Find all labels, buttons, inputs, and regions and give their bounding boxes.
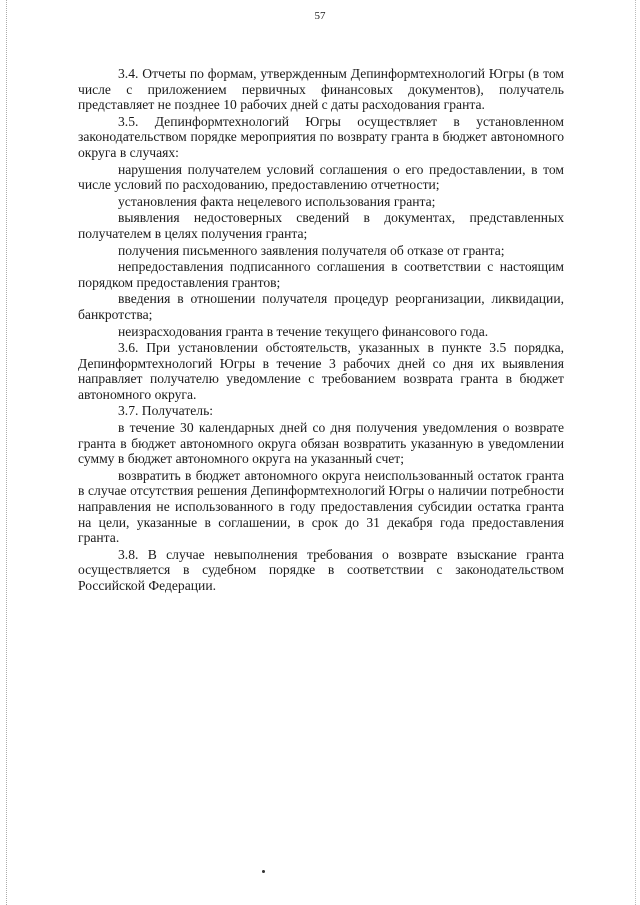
paragraph-3-6: 3.6. При установлении обстоятельств, указанных в пункте 3.5 порядка, Депинформтехнологий Югры в течение 3 рабочих дней со дня их выявления направляет получателю уведомление с требованием возврата гранта в бюджет автономного округа. — [78, 340, 564, 402]
list-item: в течение 30 календарных дней со дня получения уведомления о возврате гранта в бюджет автономного округа обязан возвратить указанную в уведомлении сумму в бюджет автономного округа на указанный счет; — [78, 420, 564, 467]
paragraph-3-7: 3.7. Получатель: — [118, 403, 214, 419]
page-edge-right — [635, 0, 636, 905]
list-item: нарушения получателем условий соглашения о его предоставлении, в том числе условий по расходованию, предоставлению отчетности; — [78, 161, 564, 193]
page-edge-left — [6, 0, 7, 905]
list-item: введения в отношении получателя процедур реорганизации, ликвидации, банкротства; — [78, 291, 564, 322]
list-item: получения письменного заявления получателя об отказе от гранта; — [118, 242, 505, 258]
paragraph-3-5: 3.5. Депинформтехнологий Югры осуществляет в установленном законодательством порядке мероприятия по возврату гранта в бюджет автономного округа в случаях: — [78, 113, 564, 160]
list-item: выявления недостоверных сведений в документах, представленных получателем в целях получения гранта; — [78, 210, 564, 241]
paragraph-3-8: 3.8. В случае невыполнения требования о возврате взыскание гранта осуществляется в судебном порядке в соответствии с законодательством Российской Федерации. — [78, 546, 564, 593]
list-item: возвратить в бюджет автономного округа неиспользованный остаток гранта в случае отсутствия решения Депинформтехнологий Югры о наличии потребности направления не использованного в году предоставления субсидии остатка гранта на цели, указанные в соглашении, в срок до 31 декабря года предоставления гранта. — [78, 467, 564, 546]
document-body — [78, 66, 564, 595]
list-item: непредоставления подписанного соглашения в соответствии с настоящим порядком предоставления грантов; — [78, 259, 564, 290]
paragraph-3-4: 3.4. Отчеты по формам, утвержденным Депинформтехнологий Югры (в том числе с приложением первичных финансовых документов), получатель представляет не позднее 10 рабочих дней с даты расходования гранта. — [78, 66, 564, 113]
page-number: 57 — [314, 10, 326, 22]
list-item: установления факта нецелевого использования гранта; — [118, 193, 436, 209]
list-item: неизрасходования гранта в течение текущего финансового года. — [118, 323, 489, 339]
scan-speck — [262, 870, 265, 873]
